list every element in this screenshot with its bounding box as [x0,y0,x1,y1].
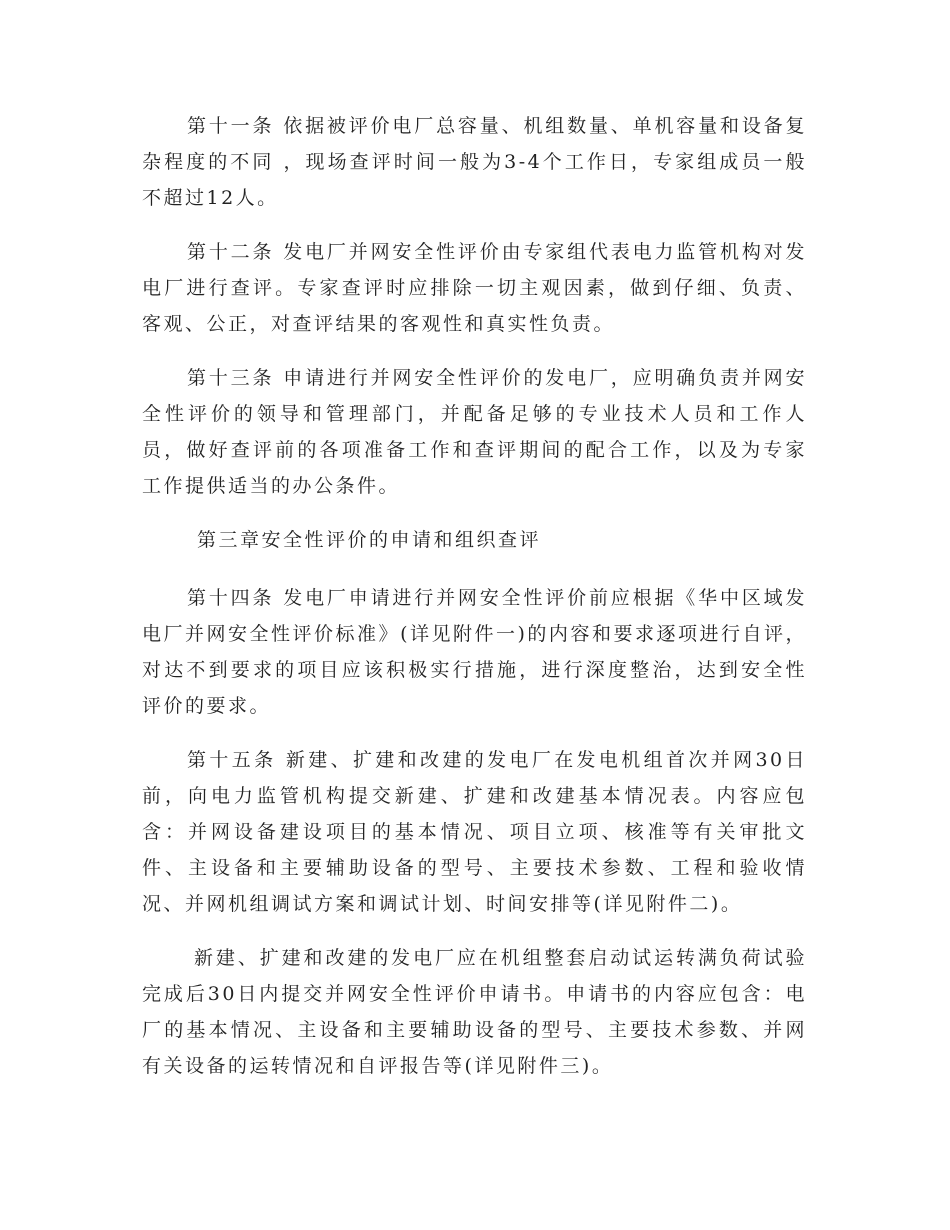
article-15-continuation-paragraph: 新建、扩建和改建的发电厂应在机组整套启动试运转满负荷试验完成后30日内提交并网安全性评价申请书。申请书的内容应包含：电厂的基本情况、主设备和主要辅助设备的型号、主要技术参数、并网有关设备的运转情况和自评报告等(详见附件三)。 [142,947,807,1077]
article-11-paragraph: 第十一条 依据被评价电厂总容量、机组数量、单机容量和设备复杂程度的不同 ，现场查评时间一般为3-4个工作日，专家组成员一般不超过12人。 [142,115,807,209]
article-15-paragraph: 第十五条 新建、扩建和改建的发电厂在发电机组首次并网30日前，向电力监管机构提交新建、扩建和改建基本情况表。内容应包含：并网设备建设项目的基本情况、项目立项、核准等有关审批文件、主设备和主要辅助设备的型号、主要技术参数、工程和验收情况、并网机组调试方案和调试计划、时间安排等(详见附件二)。 [142,749,807,915]
document-body [142,108,807,1102]
chapter-3-heading: 第三章安全性评价的申请和组织查评 [197,529,542,551]
article-13-paragraph: 第十三条 申请进行并网安全性评价的发电厂，应明确负责并网安全性评价的领导和管理部门，并配备足够的专业技术人员和工作人员，做好查评前的各项准备工作和查评期间的配合工作，以及为专家工作提供适当的办公条件。 [142,367,807,497]
article-14-paragraph: 第十四条 发电厂申请进行并网安全性评价前应根据《华中区域发电厂并网安全性评价标准》(详见附件一)的内容和要求逐项进行自评，对达不到要求的项目应该积极实行措施，进行深度整治，达到安全性评价的要求。 [142,587,807,717]
article-12-paragraph: 第十二条 发电厂并网安全性评价由专家组代表电力监管机构对发电厂进行查评。专家查评时应排除一切主观因素，做到仔细、负责、客观、公正，对查评结果的客观性和真实性负责。 [142,241,807,335]
